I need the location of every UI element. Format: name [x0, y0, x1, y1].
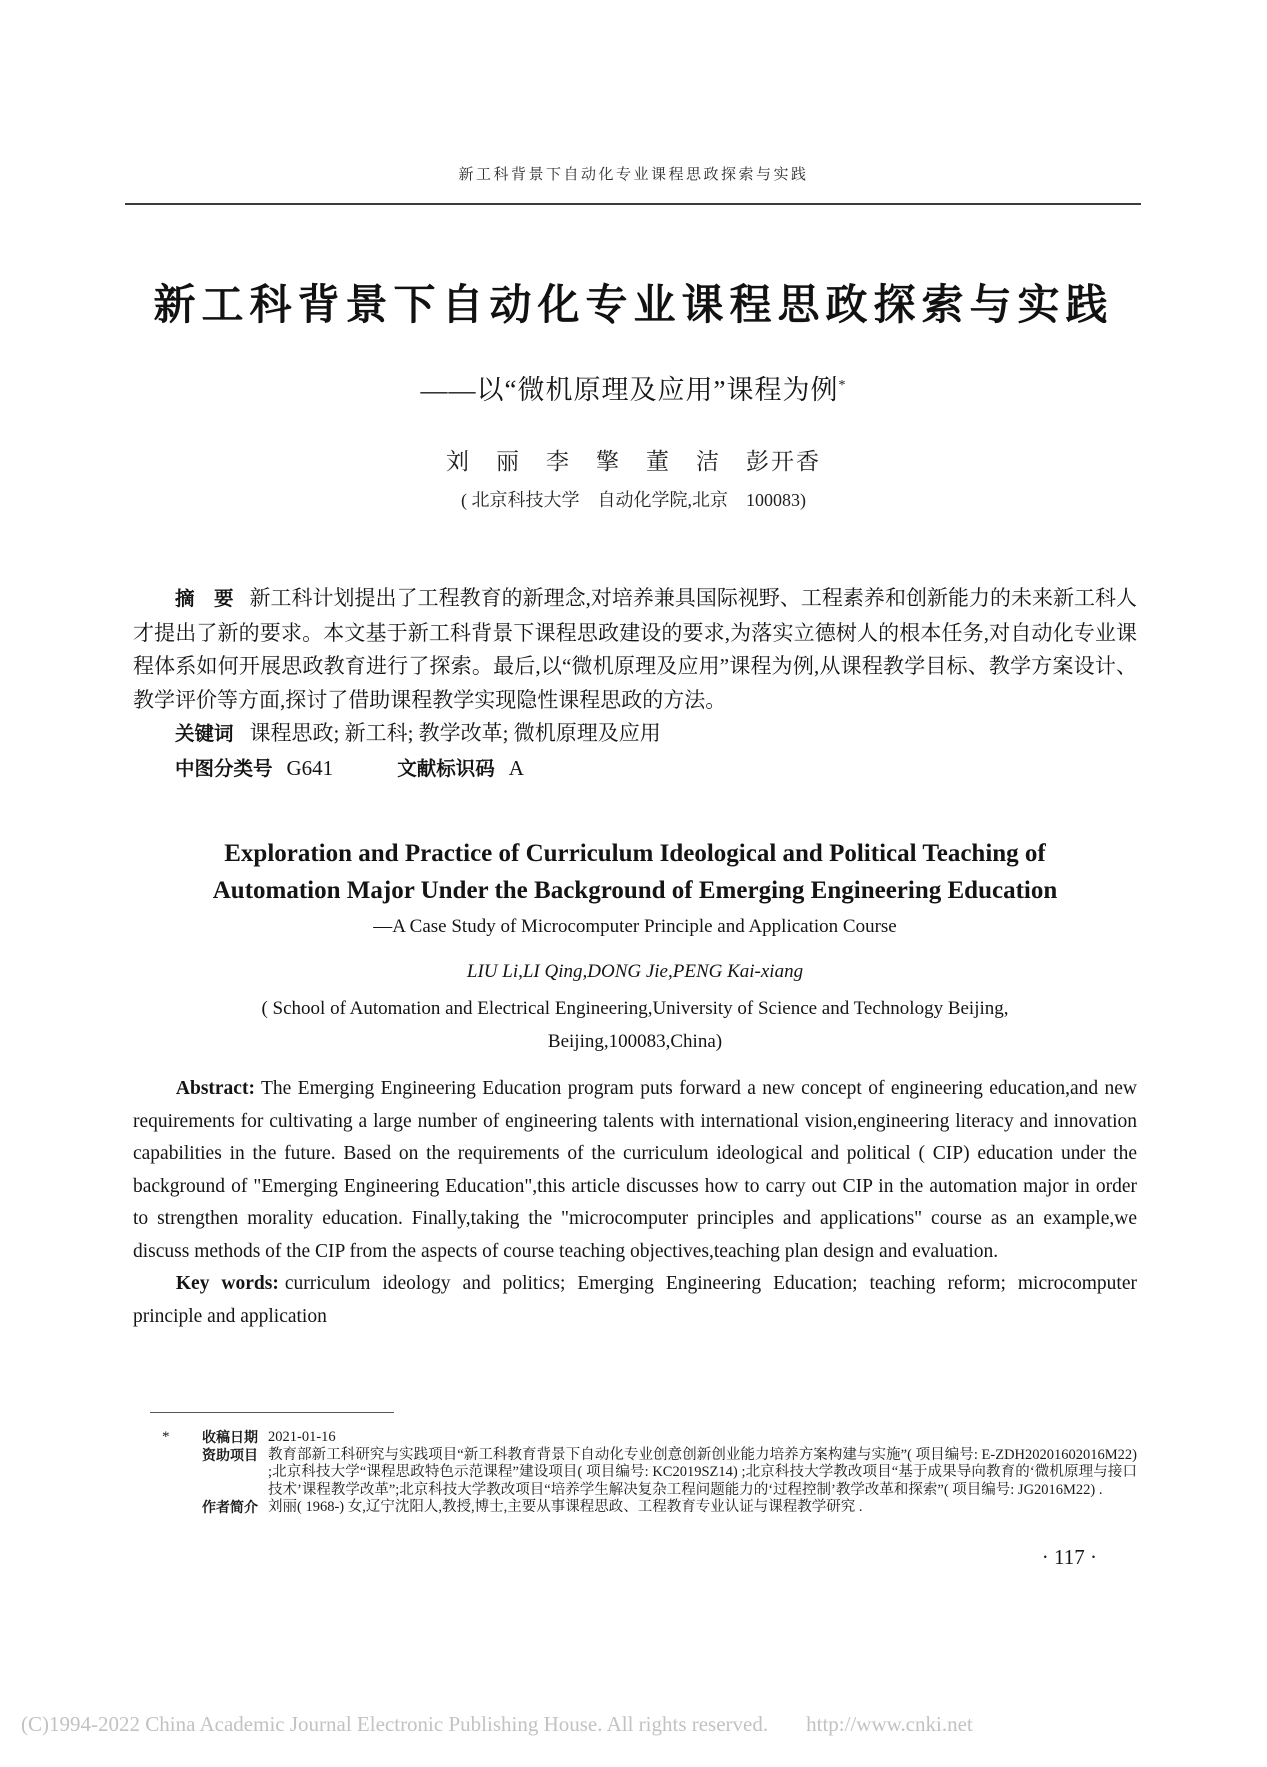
- keywords-en: [133, 1268, 1137, 1333]
- abstract-cn-text: 新工科计划提出了工程教育的新理念,对培养兼具国际视野、工程素养和创新能力的未来新工科人才提出了新的要求。本文基于新工科背景下课程思政建设的要求,为落实立德树人的根本任务,对自动化专业课程体系如何开展思政教育进行了探索。最后,以“微机原理及应用”课程为例,从课程教学目标、教学方案设计、教学评价等方面,探讨了借助课程教学实现隐性课程思政的方法。: [133, 586, 1137, 712]
- copyright-footer: [21, 1712, 1267, 1737]
- paper-title-en-line2: Automation Major Under the Background of Emerging Engineering Education: [212, 877, 1058, 904]
- footnote-content: 刘丽( 1968-) 女,辽宁沈阳人,教授,博士,主要从事课程思政、工程教育专业认证与课程教学研究 .: [268, 1499, 863, 1515]
- footnote-label: 收稿日期: [202, 1429, 258, 1445]
- footnote-row-received-date: [150, 1429, 1137, 1447]
- footnote-row-author-bio: [150, 1499, 1137, 1517]
- authors-en: LIU Li,LI Qing,DONG Jie,PENG Kai-xiang: [466, 961, 804, 982]
- doc-code-value: A: [508, 755, 524, 780]
- copyright-text: (C)1994-2022 China Academic Journal Electronic Publishing House. All rights reserved.: [21, 1712, 769, 1736]
- affiliation-en-line1: ( School of Automation and Electrical Engineering,University of Science and Technology Beijing,: [261, 998, 1009, 1019]
- affiliation-en: [133, 992, 1137, 1058]
- affiliation-cn: ( 北京科技大学 自动化学院,北京 100083): [461, 490, 806, 510]
- paper-subtitle-en: —A Case Study of Microcomputer Principle and Application Course: [373, 916, 897, 937]
- header-rule: [125, 203, 1141, 205]
- classification-line: [133, 752, 1137, 787]
- cnki-url: http://www.cnki.net: [806, 1712, 973, 1736]
- abstract-en-label: Abstract:: [175, 1078, 255, 1099]
- affiliation-en-line2: Beijing,100083,China): [547, 1031, 723, 1052]
- abstract-cn-label: 摘 要: [175, 588, 234, 610]
- paper-title-cn: 新工科背景下自动化专业课程思政探索与实践: [153, 283, 1114, 329]
- abstract-en-text: The Emerging Engineering Education program puts forward a new concept of engineering education,and new requirements for cultivating a large number of engineering talents with international vision,engineering literacy and innovation capabilities in the future. Based on the requirements of the curriculum ideological and political ( CIP) education under the background of "Emerging Engineering Education",this article discusses how to carry out CIP in the automation major in order to strengthen morality education. Finally,taking the "microcomputer principles and applications" course as an example,we discuss methods of the CIP from the aspects of course teaching objectives,teaching plan design and evaluation.: [133, 1078, 1137, 1262]
- footnote-asterisk: *: [162, 1429, 170, 1445]
- abstract-en: [133, 1073, 1137, 1268]
- english-section: [133, 835, 1137, 1333]
- chinese-abstract-block: [133, 582, 1137, 786]
- footnote-row-funding: [150, 1447, 1137, 1500]
- clc-label: 中图分类号: [175, 757, 273, 780]
- keywords-cn-text: 课程思政; 新工科; 教学改革; 微机原理及应用: [249, 721, 661, 745]
- abstract-cn: [133, 582, 1137, 717]
- page-number: · 117 ·: [1041, 1545, 1097, 1569]
- paper-subtitle-text: ——以“微机原理及应用”课程为例: [420, 375, 839, 405]
- authors-cn: 刘 丽 李 擎 董 洁 彭开香: [446, 449, 821, 474]
- paper-subtitle-cn: [0, 368, 1267, 407]
- keywords-en-text: curriculum ideology and politics; Emerging Engineering Education; teaching reform; microcomputer principle and application: [133, 1273, 1137, 1327]
- paper-title-en: [133, 835, 1137, 909]
- keywords-cn-label: 关键词: [175, 723, 234, 745]
- doc-code-label: 文献标识码: [397, 757, 495, 780]
- footnote-content: 2021-01-16: [268, 1429, 336, 1445]
- footnote-content: 教育部新工科研究与实践项目“新工科教育背景下自动化专业创意创新创业能力培养方案构建与实施”( 项目编号: E-ZDH20201602016M22) ;北京科技大学“课程思政特色示范课程”建设项目( 项目编号: KC2019SZ14) ;北京科技大学教改项目“基于成果导向教育的‘微机原理与接口技术’课程教学改革”;北京科技大学教改项目“培养学生解决复杂工程问题能力的‘过程控制’教学改革和探索”( 项目编号: JG2016M22) .: [268, 1446, 1137, 1498]
- running-head: 新工科背景下自动化专业课程思政探索与实践: [458, 167, 809, 183]
- keywords-en-label: Key words:: [175, 1273, 279, 1294]
- keywords-cn: [133, 717, 1137, 752]
- footnote-label: 作者简介: [202, 1499, 258, 1515]
- footnote-rule: [150, 1412, 394, 1413]
- clc-value: G641: [286, 755, 334, 780]
- title-footnote-marker: *: [838, 378, 847, 393]
- footnote-label: 资助项目: [202, 1446, 258, 1463]
- footnote-block: [150, 1412, 1137, 1517]
- paper-title-en-line1: Exploration and Practice of Curriculum Ideological and Political Teaching of: [224, 840, 1046, 867]
